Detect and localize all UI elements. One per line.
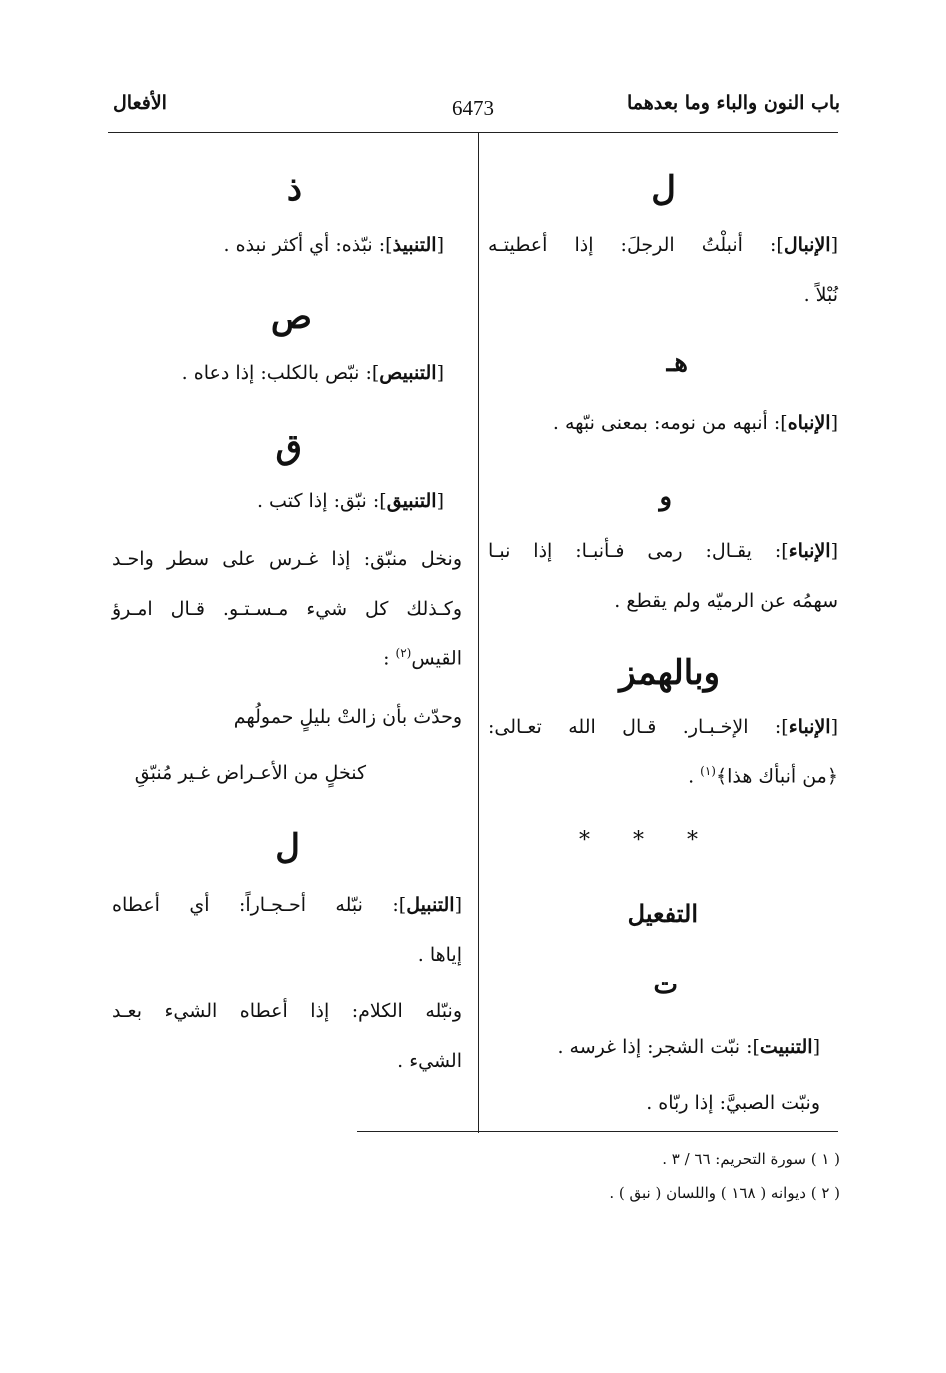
heading-waw: و — [659, 482, 672, 512]
term-tanbil: التنبيل — [406, 894, 455, 916]
term-tanbis: التنبيص — [379, 362, 437, 384]
entry-tanbis: [التنبيص]: نبّص بالكلب: إذا دعاه . — [181, 362, 444, 384]
quran-text: ﴿من أنبأك هذا﴾ — [715, 765, 838, 788]
def-tanbiq: : نبّق: إذا كتب . — [256, 490, 380, 512]
entry-tanbil-cont: إياها . — [417, 944, 462, 966]
verse-1: وحدّث بأن زالتْ بليلٍ حمولُهم — [233, 706, 462, 728]
footnote-1: ( ١ ) سورة التحريم: ٦٦ / ٣ . — [662, 1150, 840, 1168]
footnote-2: ( ٢ ) ديوانه ( ١٦٨ ) واللسان ( نبق ) . — [609, 1184, 840, 1202]
def-inba: : يقـال: رمى فـأنبـا: إذا نبـا — [488, 540, 782, 562]
entry-tanbil: [التنبيل]: نبّله أحـجـاراً: أي أعطاه — [112, 894, 462, 916]
column-divider — [478, 133, 479, 1133]
entry-inba2: [الإنباء]: الإخـبـار. قـال الله تعـالى: — [488, 716, 838, 738]
heading-hamz: وبالهمز — [619, 653, 720, 693]
poet-footnote-ref: (٢) — [395, 646, 412, 660]
term-inba: الإنباء — [788, 540, 831, 562]
def-tanbit: : نبّت الشجر: إذا غرسه . — [557, 1036, 753, 1058]
verse-2: كنخلٍ من الأعـراض غـير مُنبّقِ — [134, 762, 366, 784]
poet-name: القيس — [411, 647, 462, 670]
entry-tanbit-extra: ونبّت الصبيَّ: إذا ربّاه . — [646, 1092, 820, 1114]
entry-inba: [الإنباء]: يقـال: رمى فـأنبـا: إذا نبـا — [488, 540, 838, 562]
term-inbal: الإنبال — [783, 234, 831, 256]
heading-qaf: ق — [275, 427, 302, 467]
heading-lam-left: ل — [275, 827, 300, 867]
def-tanbis: : نبّص بالكلب: إذا دعاه . — [181, 362, 372, 384]
nakhl-line-2: وكـذلك كل شيء مـسـتـو. قـال امـرؤ — [112, 598, 462, 620]
page-number: 6473 — [452, 96, 494, 120]
nakhl-line-1: ونخل منبّق: إذا غـرس على سطر واحـد — [112, 548, 462, 570]
nakhl-line-3: القيس$^{(٢)}$ : — [383, 646, 462, 670]
entry-inba-cont: سهمُه عن الرميّه ولم يقطع . — [614, 590, 838, 612]
term-inba2: الإنباء — [788, 716, 831, 738]
quran-footnote-ref: (١) — [700, 764, 716, 778]
heading-ta: ت — [653, 970, 678, 1000]
term-inbah: الإنباه — [787, 412, 831, 434]
chapter-header: باب النون والباء وما بعدهما — [626, 92, 840, 114]
footnote-rule — [357, 1131, 838, 1132]
quran-quote: ﴿من أنبأك هذا﴾$^{(١)}$ . — [688, 764, 838, 788]
kalam-line-2: الشيء . — [397, 1050, 462, 1072]
entry-tanbit: [التنبيت]: نبّت الشجر: إذا غرسه . — [557, 1036, 820, 1058]
entry-inbah: [الإنباه]: أنبهه من نومه: بمعنى نبّهه . — [552, 412, 838, 434]
def-inba2: : الإخـبـار. قـال الله تعـالى: — [488, 716, 782, 738]
section-separator: * * * — [579, 828, 716, 853]
heading-sad: ص — [270, 297, 312, 337]
heading-tafil: التفعيل — [627, 899, 698, 928]
def-inbal: : أنبلْتُ الرجلَ: إذا أعطيتـه — [488, 234, 777, 256]
term-tanbiq: التنبيق — [386, 490, 437, 512]
term-tanbit: التنبيت — [759, 1036, 813, 1058]
entry-inbal-cont: نُبْلاً . — [803, 284, 838, 306]
term-tanbidh: التنبيذ — [392, 234, 437, 256]
def-inbah: : أنبهه من نومه: بمعنى نبّهه . — [552, 412, 781, 434]
def-tanbidh: : نبّذه: أي أكثر نبذه . — [223, 234, 386, 256]
def-tanbil: : نبّله أحـجـاراً: أي أعطاه — [112, 894, 399, 916]
section-header: الأفعال — [113, 92, 167, 114]
entry-inbal: [الإنبال]: أنبلْتُ الرجلَ: إذا أعطيتـه — [488, 234, 838, 256]
header-rule — [108, 132, 838, 133]
heading-ha: هـ — [666, 348, 688, 378]
heading-dhal: ذ — [286, 169, 302, 209]
kalam-line-1: ونبّله الكلام: إذا أعطاه الشيء بعـد — [112, 1000, 462, 1022]
heading-lam: ل — [651, 169, 676, 209]
entry-tanbiq: [التنبيق]: نبّق: إذا كتب . — [256, 490, 444, 512]
entry-tanbidh: [التنبيذ]: نبّذه: أي أكثر نبذه . — [223, 234, 444, 256]
